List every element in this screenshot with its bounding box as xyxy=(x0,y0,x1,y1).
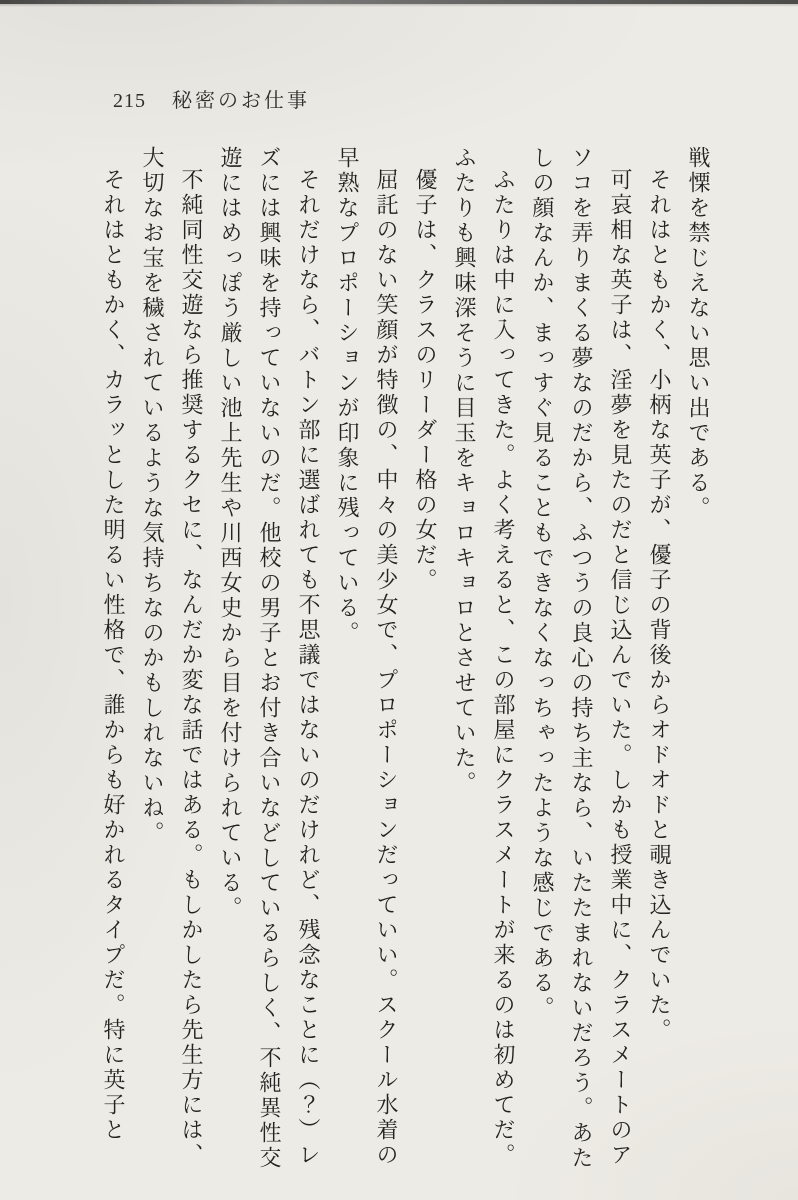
paragraph: それはともかく、小柄な英子が、優子の背後からオドオドと覗き込んでいた。 xyxy=(647,168,672,1043)
paragraph: 優子は、クラスのリーダー格の女だ。 xyxy=(413,168,438,593)
book-title: 秘密のお仕事 xyxy=(172,90,310,112)
paragraph: 戦慄を禁じえない思い出である。 xyxy=(686,146,711,521)
page-number: 215 xyxy=(113,90,146,112)
paragraph: ふたりは中に入ってきた。よく考えると、この部屋にクラスメートが来るのは初めてだ。ふたりも興味深そうに目玉をキョロキョロとさせていた。 xyxy=(452,146,516,1168)
paragraph: 屈託のない笑顔が特徴の、中々の美少女で、プロポーションだっていい。スクール水着の早熟なプロポーションが印象に残っている。 xyxy=(335,146,399,1168)
running-header xyxy=(113,84,310,113)
scan-edge xyxy=(0,0,798,4)
text-block xyxy=(84,146,718,1176)
paragraph: それだけなら、バトン部に選ばれても不思議ではないのだけれど、残念なことに（？）レズには興味を持っていないのだ。他校の男子とお付き合いなどしているらしく、不純異性交遊にはめっぽう厳しい池上先生や川西女史から目を付けられている。 xyxy=(218,146,321,1171)
paragraph: 可哀相な英子は、淫夢を見たのだと信じ込んでいた。しかも授業中に、クラスメートのアソコを弄りまくる夢なのだから、ふつうの良心の持ち主なら、いたたまれないだろう。あたしの顔なんか、まっすぐ見ることもできなくなっちゃったような感じである。 xyxy=(530,146,633,1171)
paragraph: それはともかく、カラッとした明るい性格で、誰からも好かれるタイプだ。特に英子と xyxy=(101,168,126,1143)
paragraph: 不純同性交遊なら推奨するクセに、なんだか変な話ではある。もしかしたら先生方には、大切なお宝を穢されているような気持ちなのかもしれないね。 xyxy=(140,146,204,1168)
